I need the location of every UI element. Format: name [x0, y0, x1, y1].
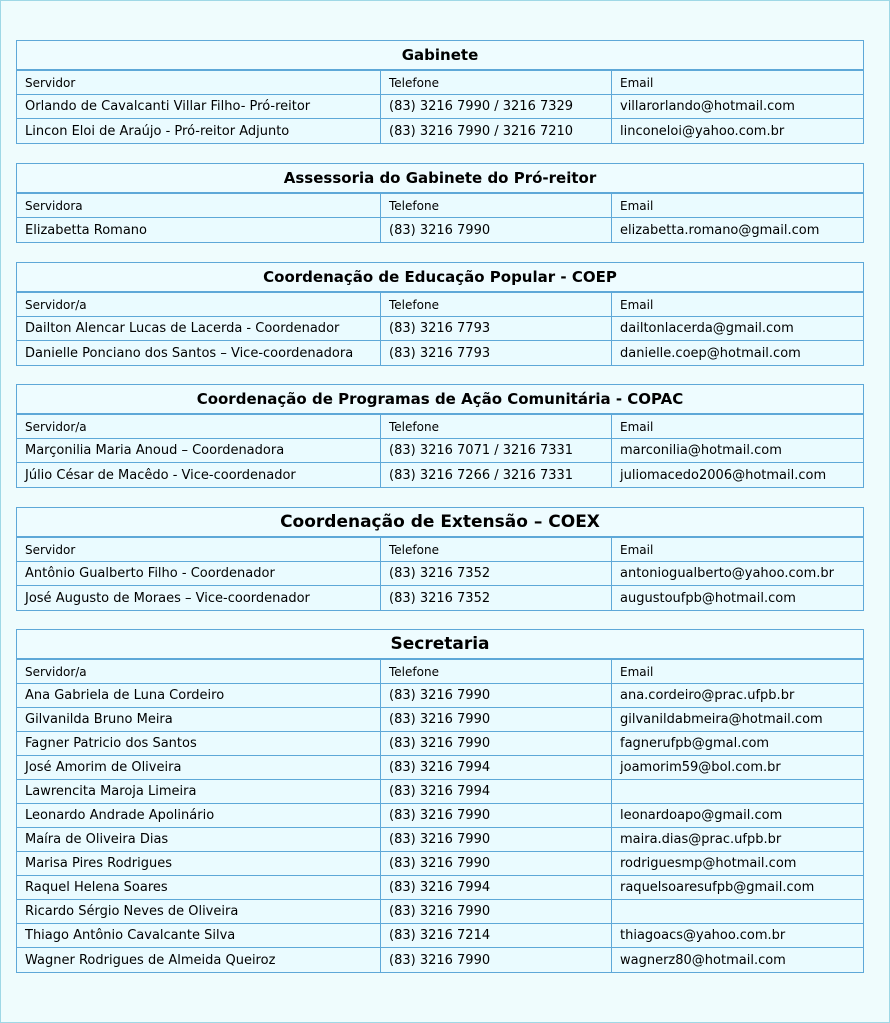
cell-phone: (83) 3216 7990 / 3216 7329: [381, 95, 612, 118]
table-row: [17, 780, 863, 804]
cell-name: Marisa Pires Rodrigues: [17, 852, 381, 875]
table-row: [17, 804, 863, 828]
cell-email: maira.dias@prac.ufpb.br: [620, 832, 782, 847]
cell-name: Antônio Gualberto Filho - Coordenador: [17, 562, 381, 585]
section-copac: [16, 384, 864, 488]
cell-email: leonardoapo@gmail.com: [620, 808, 783, 823]
column-header-name: Servidor/a: [17, 293, 381, 316]
table-header-row: [17, 660, 863, 684]
cell-name: José Amorim de Oliveira: [17, 756, 381, 779]
cell-phone: (83) 3216 7071 / 3216 7331: [381, 439, 612, 462]
cell-email: elizabetta.romano@gmail.com: [620, 222, 820, 238]
section-secretaria: [16, 629, 864, 973]
table-row: [17, 756, 863, 780]
cell-name: Ana Gabriela de Luna Cordeiro: [17, 684, 381, 707]
section-title: Assessoria do Gabinete do Pró-reitor: [17, 164, 863, 194]
cell-email: villarorlando@hotmail.com: [620, 99, 795, 114]
table-row: [17, 948, 863, 972]
column-header-email: Email: [620, 297, 654, 312]
cell-name: Thiago Antônio Cavalcante Silva: [17, 924, 381, 947]
cell-phone: (83) 3216 7994: [381, 756, 612, 779]
cell-email: thiagoacs@yahoo.com.br: [620, 928, 786, 943]
column-header-phone: Telefone: [381, 293, 612, 316]
cell-email: rodriguesmp@hotmail.com: [620, 856, 797, 871]
column-header-name: Servidora: [17, 194, 381, 217]
cell-phone: (83) 3216 7990: [381, 218, 612, 242]
cell-email: fagnerufpb@gmal.com: [620, 736, 770, 751]
column-header-phone: Telefone: [381, 194, 612, 217]
cell-phone: (83) 3216 7990: [381, 852, 612, 875]
cell-email: [612, 780, 863, 803]
table-row: [17, 317, 863, 341]
cell-email: [612, 900, 863, 923]
cell-phone: (83) 3216 7793: [381, 341, 612, 365]
cell-name: Júlio César de Macêdo - Vice-coordenador: [17, 463, 381, 487]
cell-name: José Augusto de Moraes – Vice-coordenador: [17, 586, 381, 610]
cell-phone: (83) 3216 7990: [381, 948, 612, 972]
cell-email: antoniogualberto@yahoo.com.br: [620, 566, 834, 581]
column-header-email: Email: [620, 664, 654, 679]
cell-phone: (83) 3216 7352: [381, 562, 612, 585]
cell-name: Danielle Ponciano dos Santos – Vice-coordenadora: [17, 341, 381, 365]
column-header-name: Servidor/a: [17, 415, 381, 438]
section-assessoria: [16, 163, 864, 243]
cell-phone: (83) 3216 7266 / 3216 7331: [381, 463, 612, 487]
cell-email: ana.cordeiro@prac.ufpb.br: [620, 688, 795, 703]
cell-email: linconeloi@yahoo.com.br: [620, 123, 785, 139]
cell-email: gilvanildabmeira@hotmail.com: [620, 712, 823, 727]
cell-phone: (83) 3216 7990 / 3216 7210: [381, 119, 612, 143]
table-row: [17, 463, 863, 487]
table-row: [17, 218, 863, 242]
cell-name: Fagner Patricio dos Santos: [17, 732, 381, 755]
section-title: Coordenação de Extensão – COEX: [17, 508, 863, 538]
table-row: [17, 732, 863, 756]
cell-phone: (83) 3216 7214: [381, 924, 612, 947]
cell-email: raquelsoaresufpb@gmail.com: [620, 880, 815, 895]
table-row: [17, 341, 863, 365]
table-row: [17, 119, 863, 143]
cell-name: Leonardo Andrade Apolinário: [17, 804, 381, 827]
section-gabinete: [16, 40, 864, 144]
table-row: [17, 562, 863, 586]
table-row: [17, 586, 863, 610]
cell-name: Marçonilia Maria Anoud – Coordenadora: [17, 439, 381, 462]
section-title: Secretaria: [17, 630, 863, 660]
table-header-row: [17, 293, 863, 317]
cell-name: Ricardo Sérgio Neves de Oliveira: [17, 900, 381, 923]
column-header-name: Servidor: [17, 71, 381, 94]
cell-phone: (83) 3216 7994: [381, 780, 612, 803]
cell-phone: (83) 3216 7990: [381, 708, 612, 731]
table-header-row: [17, 538, 863, 562]
column-header-phone: Telefone: [381, 538, 612, 561]
cell-email: joamorim59@bol.com.br: [620, 760, 781, 775]
cell-phone: (83) 3216 7990: [381, 732, 612, 755]
table-header-row: [17, 194, 863, 218]
cell-phone: (83) 3216 7994: [381, 876, 612, 899]
cell-name: Maíra de Oliveira Dias: [17, 828, 381, 851]
section-title: Coordenação de Educação Popular - COEP: [17, 263, 863, 293]
column-header-phone: Telefone: [381, 415, 612, 438]
cell-name: Raquel Helena Soares: [17, 876, 381, 899]
column-header-email: Email: [620, 198, 654, 213]
cell-name: Orlando de Cavalcanti Villar Filho- Pró-reitor: [17, 95, 381, 118]
table-row: [17, 900, 863, 924]
column-header-email: Email: [620, 542, 654, 557]
column-header-email: Email: [620, 419, 654, 434]
table-row: [17, 828, 863, 852]
cell-phone: (83) 3216 7352: [381, 586, 612, 610]
cell-name: Wagner Rodrigues de Almeida Queiroz: [17, 948, 381, 972]
cell-email: augustoufpb@hotmail.com: [620, 590, 796, 606]
cell-name: Lawrencita Maroja Limeira: [17, 780, 381, 803]
table-row: [17, 95, 863, 119]
table-row: [17, 439, 863, 463]
table-row: [17, 708, 863, 732]
cell-phone: (83) 3216 7990: [381, 900, 612, 923]
cell-email: danielle.coep@hotmail.com: [620, 345, 801, 361]
table-row: [17, 684, 863, 708]
section-coex: [16, 507, 864, 611]
section-title: Coordenação de Programas de Ação Comunitária - COPAC: [17, 385, 863, 415]
section-title: Gabinete: [17, 41, 863, 71]
cell-name: Gilvanilda Bruno Meira: [17, 708, 381, 731]
column-header-email: Email: [620, 75, 654, 90]
cell-email: juliomacedo2006@hotmail.com: [620, 467, 827, 483]
cell-phone: (83) 3216 7990: [381, 804, 612, 827]
section-coep: [16, 262, 864, 366]
cell-name: Lincon Eloi de Araújo - Pró-reitor Adjunto: [17, 119, 381, 143]
column-header-phone: Telefone: [381, 71, 612, 94]
cell-email: dailtonlacerda@gmail.com: [620, 321, 794, 336]
table-header-row: [17, 71, 863, 95]
column-header-name: Servidor: [17, 538, 381, 561]
cell-name: Dailton Alencar Lucas de Lacerda - Coordenador: [17, 317, 381, 340]
cell-phone: (83) 3216 7990: [381, 684, 612, 707]
cell-email: wagnerz80@hotmail.com: [620, 952, 786, 968]
cell-phone: (83) 3216 7793: [381, 317, 612, 340]
cell-phone: (83) 3216 7990: [381, 828, 612, 851]
table-row: [17, 876, 863, 900]
table-header-row: [17, 415, 863, 439]
column-header-name: Servidor/a: [17, 660, 381, 683]
column-header-phone: Telefone: [381, 660, 612, 683]
cell-name: Elizabetta Romano: [17, 218, 381, 242]
cell-email: marconilia@hotmail.com: [620, 443, 782, 458]
table-row: [17, 924, 863, 948]
table-row: [17, 852, 863, 876]
